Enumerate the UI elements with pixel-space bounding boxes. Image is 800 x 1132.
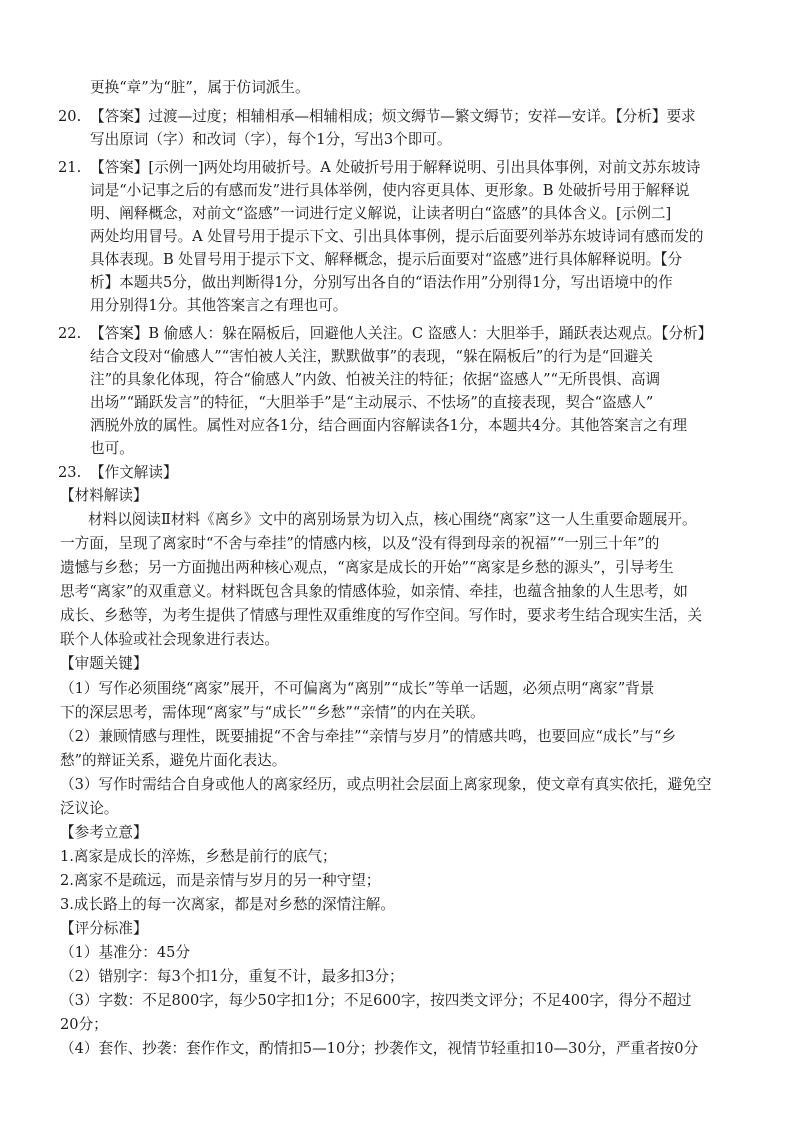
text-line xyxy=(0,967,800,987)
text-line xyxy=(0,486,800,506)
text-line xyxy=(0,775,800,795)
text-line xyxy=(0,558,800,578)
text-line xyxy=(0,370,800,390)
question-number: 20. xyxy=(58,108,82,125)
line-text: 更换“章”为“脏”，属于仿词派生。 xyxy=(90,79,310,96)
question-22-line xyxy=(0,324,800,344)
line-text: 结合文段对“偷感人”“害怕被人关注，默默做事”的表现，“躲在隔板后”的行为是“回避关 xyxy=(90,348,654,365)
text-line xyxy=(0,847,800,867)
text-line xyxy=(0,393,800,413)
line-text: 泛议论。 xyxy=(60,800,119,817)
text-line xyxy=(0,823,800,843)
text-line xyxy=(0,130,800,150)
line-text: 1.离家是成长的淬炼，乡愁是前行的底气； xyxy=(60,848,337,865)
line-text: 具体表现。B 处冒号用于提示下文、解释概念，提示后面要对“盗感”进行具体解释说明。【分 xyxy=(90,251,683,268)
section-heading: 【作文解读】 xyxy=(90,464,178,481)
line-text: 词是“小记事之后的有感而发”进行具体举例，使内容更具体、更形象。B 处破折号用于解释说 xyxy=(90,182,690,199)
text-line xyxy=(0,1039,800,1059)
text-line xyxy=(0,703,800,723)
line-text: 【答案】B 偷感人：躲在隔板后，回避他人关注。C 盗感人：大胆举手，踊跃表达观点。【分析】 xyxy=(90,325,713,342)
section-heading: 【评分标准】 xyxy=(60,920,148,937)
line-text: （3）写作时需结合自身或他人的离家经历，或点明社会层面上离家现象，使文章有真实依托，避免空 xyxy=(60,776,712,793)
text-line xyxy=(0,679,800,699)
question-23-line xyxy=(0,463,800,483)
line-text: 明、阐释概念，对前文“盗感”一词进行定义解说，让读者明白“盗感”的具体含义。[示例二] xyxy=(90,205,672,222)
line-text: （2）兼顾情感与理性，既要捕捉“不舍与牵挂”“亲情与岁月”的情感共鸣，也要回应“成长”与“乡 xyxy=(60,728,677,745)
question-number: 23. xyxy=(58,464,82,481)
text-line xyxy=(0,871,800,891)
line-text: 出场”“踊跃发言”的特征，“大胆举手”是“主动展示、不怯场”的直接表现，契合“盗感人” xyxy=(90,394,654,411)
section-heading: 【参考立意】 xyxy=(60,824,148,841)
line-text: 遗憾与乡愁；另一方面抛出两种核心观点，“离家是成长的开始”“离家是乡愁的源头”，引导考生 xyxy=(60,559,674,576)
text-line xyxy=(0,991,800,1011)
text-line xyxy=(0,606,800,626)
text-line xyxy=(0,227,800,247)
line-text: 3.成长路上的每一次离家，都是对乡愁的深情注解。 xyxy=(60,896,395,913)
line-text: 材料以阅读Ⅱ材料《离乡》文中的离别场景为切入点，核心围绕“离家”这一人生重要命题展开。 xyxy=(88,511,697,528)
line-text: 2.离家不是疏远，而是亲情与岁月的另一种守望； xyxy=(60,872,381,889)
line-text: 写出原词（字）和改词（字），每个1分，写出3个即可。 xyxy=(90,131,452,148)
text-line xyxy=(0,582,800,602)
line-text: 思考“离家”的双重意义。材料既包含具象的情感体验，如亲情、牵挂，也蕴含抽象的人生思考，如 xyxy=(60,583,688,600)
text-line xyxy=(0,654,800,674)
line-text: 析】本题共5分，做出判断得1分，分别写出各自的“语法作用”分别得1分，写出语境中的作 xyxy=(90,274,673,291)
text-line xyxy=(0,347,800,367)
line-text: （2）错别字：每3个扣1分，重复不计，最多扣3分； xyxy=(60,968,404,985)
line-text: 【答案】过渡—过度；相辅相承—相辅相成；烦文缛节—繁文缛节；安祥—安详。【分析】要求 xyxy=(90,108,696,125)
question-21-line xyxy=(0,158,800,178)
line-text: 20分； xyxy=(60,1016,108,1033)
line-text: 成长、乡愁等，为考生提供了情感与理性双重维度的写作空间。写作时，要求考生结合现实生活，关 xyxy=(60,607,703,624)
line-text: 也可。 xyxy=(90,440,134,457)
line-text: 愁”的辩证关系，避免片面化表达。 xyxy=(60,752,287,769)
text-line xyxy=(0,895,800,915)
text-line xyxy=(0,630,800,650)
text-line xyxy=(0,751,800,771)
text-line xyxy=(0,727,800,747)
line-text: 【答案】[示例一]两处均用破折号。A 处破折号用于解释说明、引出具体事例，对前文苏东坡诗 xyxy=(90,159,701,176)
section-heading: 【材料解读】 xyxy=(60,487,148,504)
section-heading: 【审题关键】 xyxy=(60,655,148,672)
text-line xyxy=(0,1015,800,1035)
text-line xyxy=(0,296,800,316)
text-line xyxy=(0,919,800,939)
text-line xyxy=(0,510,800,530)
question-20-line xyxy=(0,107,800,127)
line-text: 联个人体验或社会现象进行表达。 xyxy=(60,631,279,648)
text-line xyxy=(0,416,800,436)
line-text: （3）字数：不足800字，每少50字扣1分；不足600字，按四类文评分；不足400字，得分不超过 xyxy=(60,992,692,1009)
question-number: 21. xyxy=(58,159,82,176)
text-line xyxy=(0,204,800,224)
text-line xyxy=(0,181,800,201)
line-text: 用分别得1分。其他答案言之有理也可。 xyxy=(90,297,348,314)
line-text: 洒脱外放的属性。属性对应各1分，结合画面内容解读各1分，本题共4分。其他答案言之有理 xyxy=(90,417,688,434)
line-text: 下的深层思考，需体现“离家”与“成长”“乡愁”“亲情”的内在关联。 xyxy=(60,704,485,721)
question-number: 22. xyxy=(58,325,82,342)
text-line xyxy=(0,943,800,963)
line-text: 注”的具象化体现，符合“偷感人”内敛、怕被关注的特征；依据“盗感人”“无所畏惧、高调 xyxy=(90,371,661,388)
line-text: 两处均用冒号。A 处冒号用于提示下文、引出具体事例，提示后面要列举苏东坡诗词有感而发的 xyxy=(90,228,704,245)
line-text: 一方面，呈现了离家时“不舍与牵挂”的情感内核，以及“没有得到母亲的祝福”“一别三十年”的 xyxy=(60,535,660,552)
line-text: （4）套作、抄袭：套作作文，酌情扣5—10分；抄袭作文，视情节轻重扣10—30分，严重者按0分 xyxy=(60,1040,699,1057)
text-line xyxy=(0,273,800,293)
text-line xyxy=(0,799,800,819)
line-text: （1）写作必须围绕“离家”展开，不可偏离为“离别”“成长”等单一话题，必须点明“离家”背景 xyxy=(60,680,655,697)
text-line xyxy=(0,78,800,98)
line-text: （1）基准分：45分 xyxy=(60,944,191,961)
text-line xyxy=(0,534,800,554)
text-line xyxy=(0,439,800,459)
text-line xyxy=(0,250,800,270)
